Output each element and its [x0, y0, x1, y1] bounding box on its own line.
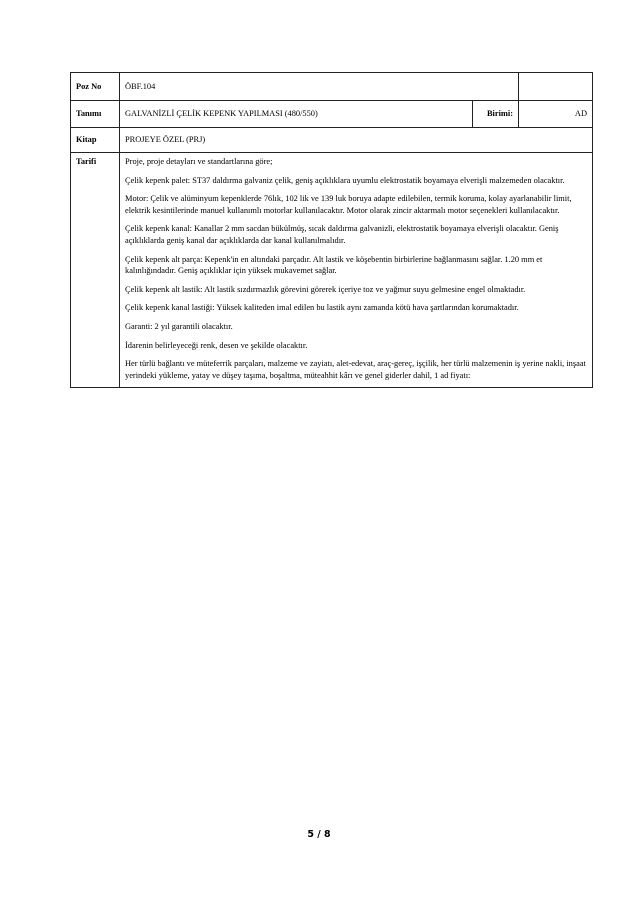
empty-cell — [519, 73, 593, 101]
tarifi-paragraph: Çelik kepenk kanal lastiği: Yüksek kaliteden imal edilen bu lastik aynı zamanda kötü hava şartlarından korumaktadır. — [125, 303, 519, 313]
tarifi-label: Tarifi — [71, 153, 120, 388]
tanimi-value: GALVANİZLİ ÇELİK KEPENK YAPILMASI (480/550) — [120, 101, 473, 128]
birimi-label: Birimi: — [473, 101, 519, 128]
poz-no-label: Poz No — [71, 73, 120, 101]
poz-no-value: ÖBF.104 — [120, 73, 519, 101]
tarifi-paragraph: Garanti: 2 yıl garantili olacaktır. — [125, 321, 233, 331]
row-poz-no — [71, 73, 593, 101]
tarifi-paragraph: Çelik kepenk palet: ST37 daldırma galvaniz çelik, geniş açıklıklara uyumlu elektrostatik boyamaya elverişli malzemeden olacaktır. — [125, 175, 565, 185]
row-tanimi — [71, 101, 593, 128]
page-number: 5 / 8 — [307, 829, 331, 840]
row-tarifi — [71, 153, 593, 388]
specification-table — [70, 72, 593, 388]
kitap-label: Kitap — [71, 128, 120, 153]
tarifi-paragraph: Çelik kepenk kanal: Kanallar 2 mm sacdan bükülmüş, sıcak daldırma galvanizli, elektrostatik boyamaya elverişli olacaktır. Geniş açıklıklarda geniş kanal dar açıklıklarda dar kanal kullanılmalıdır. — [125, 224, 559, 245]
tarifi-paragraph: Çelik kepenk alt parça: Kepenk'in en altındaki parçadır. Alt lastik ve köşebentin birbirlerine bağlanmasını sağlar. 1.20 mm et kalınlığındadır. Geniş açıklıklar için yüksek mukavemet sağlar. — [125, 254, 543, 276]
tarifi-paragraph: Motor: Çelik ve alüminyum kepenklerde 76lık, 102 lik ve 139 luk boruya adapte edilebilen, termik koruma, kolay ayarlanabilir limit, elektrik kesintilerinde manuel kullanımlı motorlar kullanılacaktır. Motor olarak zincir aktarmalı motor seçenekleri kullanılacaktır. — [125, 194, 572, 215]
tarifi-paragraph: Çelik kepenk alt lastik: Alt lastik sızdırmazlık görevini görerek içeriye toz ve yağmur suyu gelmesine engel olmaktadır. — [125, 284, 526, 294]
row-kitap — [71, 128, 593, 153]
tarifi-paragraph: İdarenin belirleyeceği renk, desen ve şekilde olacaktır. — [125, 340, 308, 350]
birimi-value: AD — [519, 101, 593, 128]
tarifi-paragraph: Proje, proje detayları ve standartlarına göre; — [125, 157, 273, 166]
tanimi-label: Tanımı — [71, 101, 120, 128]
tarifi-paragraph: Her türlü bağlantı ve müteferrik parçaları, malzeme ve zayiatı, alet-edevat, araç-gereç, işçilik, her türlü malzemenin iş yerine nakli, inşaat yerindeki yükleme, yatay ve düşey taşıma, boşaltma, müteahhit kârı ve genel giderler dahil, 1 ad fiyatı: — [125, 359, 586, 380]
tarifi-description — [120, 153, 593, 388]
kitap-value: PROJEYE ÖZEL (PRJ) — [120, 128, 593, 153]
